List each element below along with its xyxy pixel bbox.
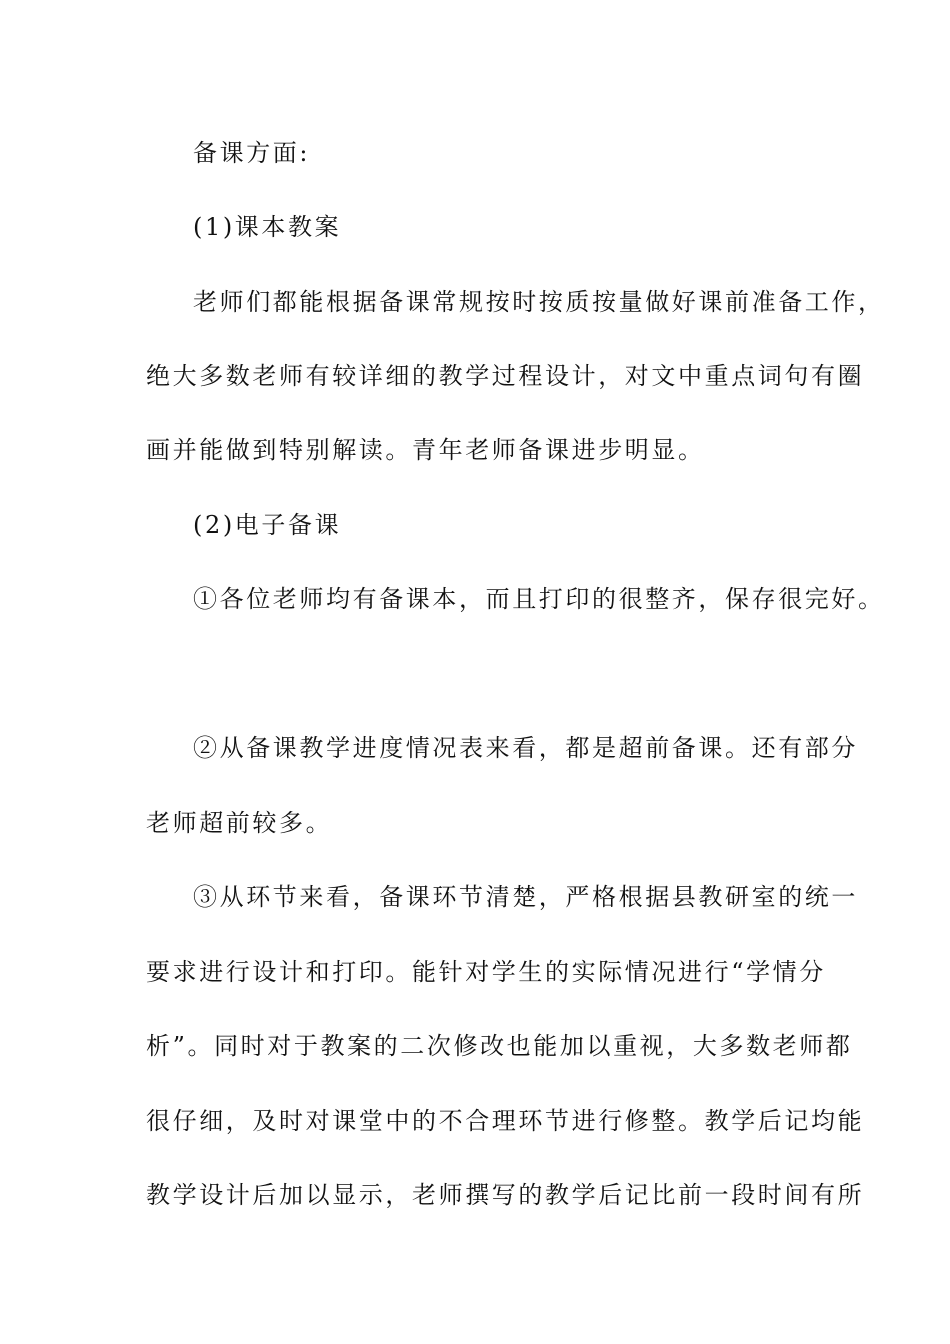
paragraph-line: 教学设计后加以显示，老师撰写的教学后记比前一段时间有所	[146, 1181, 865, 1209]
paragraph-line: 绝大多数老师有较详细的教学过程设计，对文中重点词句有圈	[146, 362, 865, 390]
paragraph-line: 老师超前较多。	[146, 809, 333, 837]
paragraph-line: 很仔细，及时对课堂中的不合理环节进行修整。教学后记均能	[146, 1107, 865, 1135]
list-item-1: ①各位老师均有备课本，而且打印的很整齐，保存很完好。	[193, 585, 885, 613]
subheading-electronic-prep: (2)电子备课	[193, 511, 342, 539]
paragraph-line: 老师们都能根据备课常规按时按质按量做好课前准备工作，	[193, 288, 885, 316]
paragraph-line: 画并能做到特别解读。青年老师备课进步明显。	[146, 436, 705, 464]
list-item-2: ②从备课教学进度情况表来看，都是超前备课。还有部分	[193, 734, 858, 762]
paragraph-line: 析”。同时对于教案的二次修改也能加以重视，大多数老师都	[146, 1032, 853, 1060]
list-item-3: ③从环节来看，备课环节清楚，严格根据县教研室的统一	[193, 883, 858, 911]
paragraph-line: 要求进行设计和打印。能针对学生的实际情况进行“学情分	[146, 958, 826, 986]
section-heading-lesson-prep: 备课方面:	[193, 139, 311, 167]
subheading-textbook-plans: (1)课本教案	[193, 213, 342, 241]
